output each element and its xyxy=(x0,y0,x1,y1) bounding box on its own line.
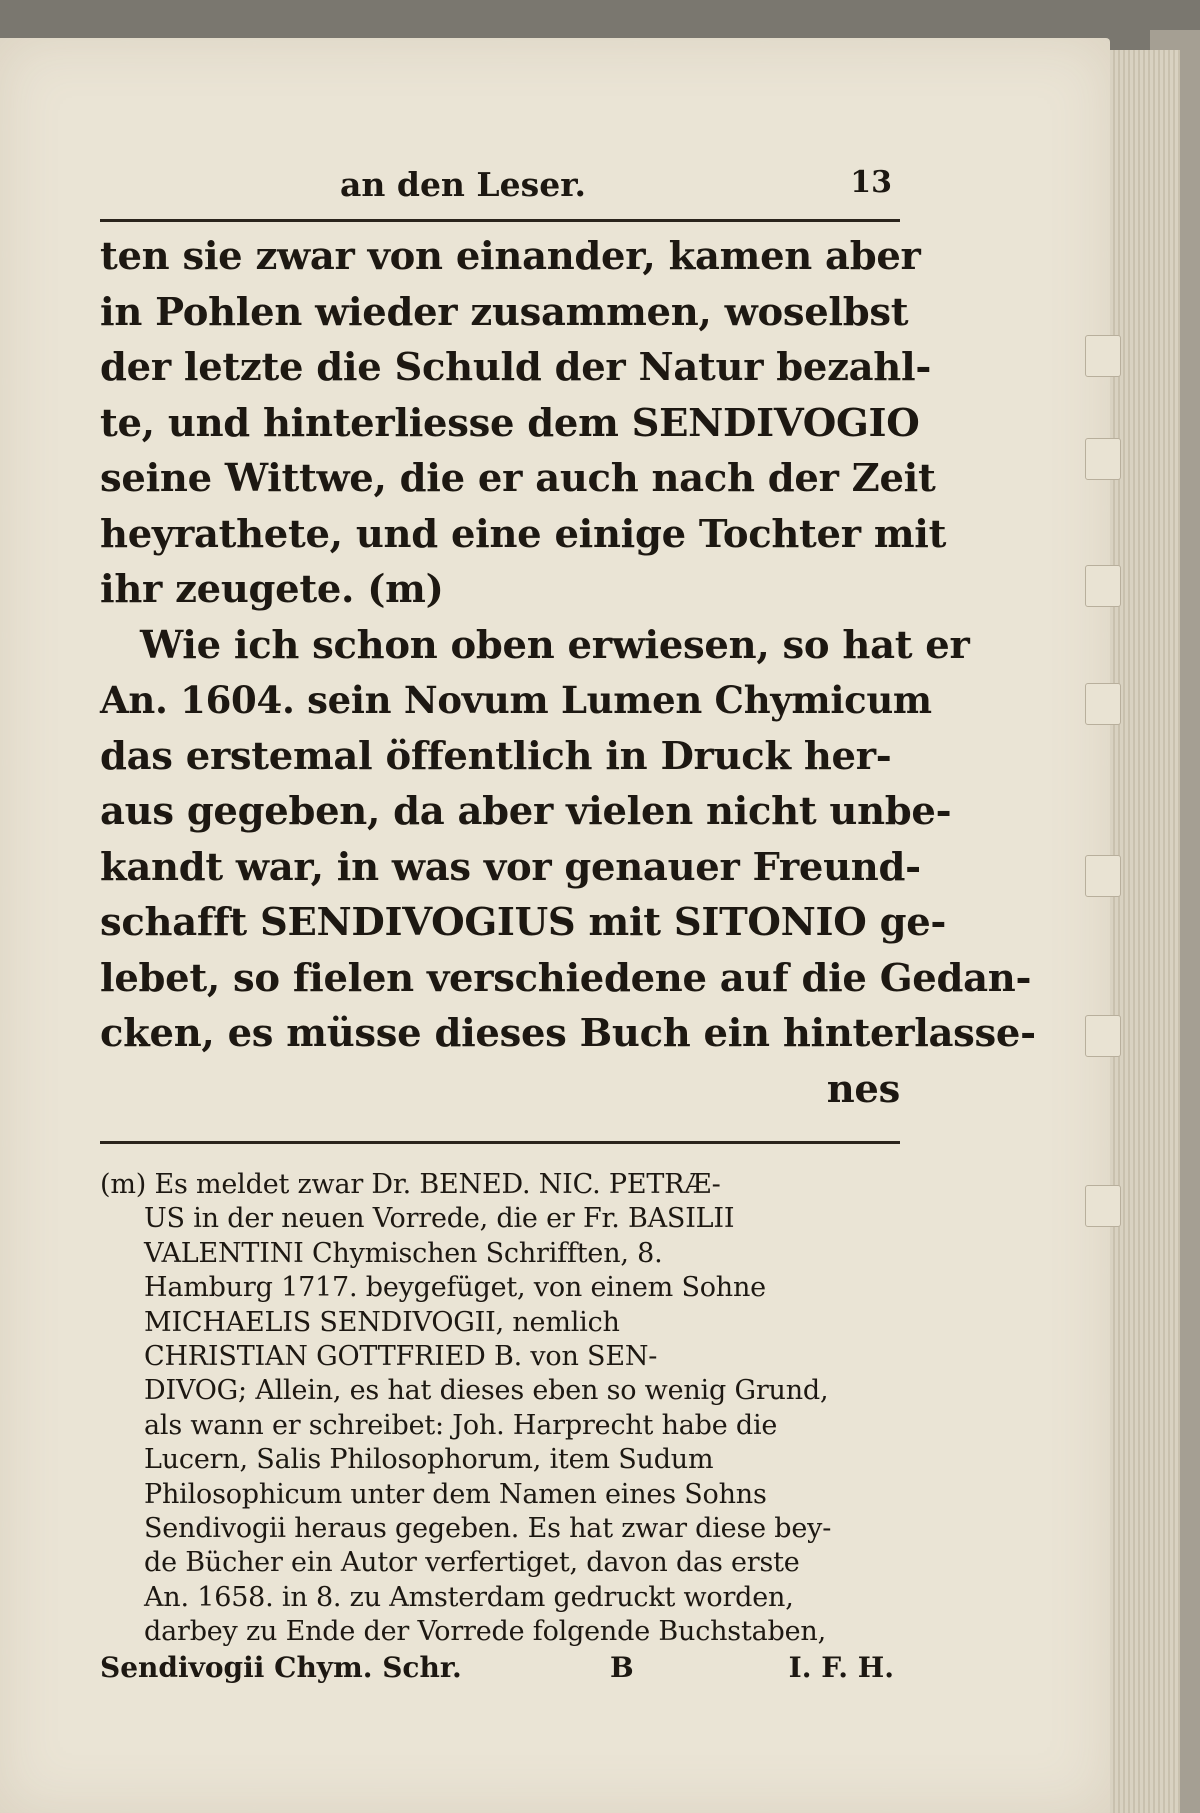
page-tab-marker xyxy=(1085,438,1121,480)
page-tab-marker xyxy=(1085,1015,1121,1057)
footnote-line: CHRISTIAN GOTTFRIED B. von SEN- xyxy=(144,1340,658,1372)
body-line: der letzte die Schuld der Natur bezahl- xyxy=(100,345,931,390)
body-line: An. 1604. sein Novum Lumen Chymicum xyxy=(100,678,932,722)
signature-line xyxy=(100,1651,900,1687)
body-line: te, und hinterliesse dem SENDIVOGIO xyxy=(100,400,920,446)
body-line: aus gegeben, da aber vielen nicht unbe- xyxy=(100,789,952,834)
page-tab-marker xyxy=(1085,1185,1121,1227)
footnote-line: Lucern, Salis Philosophorum, item Sudum xyxy=(144,1444,714,1476)
footnote-line: US in der neuen Vorrede, die er Fr. BASILII xyxy=(144,1203,735,1235)
page-tab-marker xyxy=(1085,335,1121,377)
running-head xyxy=(100,165,900,223)
running-head-title: an den Leser. xyxy=(340,165,587,204)
body-line: lebet, so fielen verschiedene auf die Gedan- xyxy=(100,955,1032,1001)
footnote-line: de Bücher ein Autor verfertiget, davon das erste xyxy=(144,1547,800,1579)
footnote-line: darbey zu Ende der Vorrede folgende Buchstaben, xyxy=(144,1616,826,1648)
author-initials: I. F. H. xyxy=(788,1651,894,1685)
footnote-line: VALENTINI Chymischen Schrifften, 8. xyxy=(144,1237,663,1269)
footnote-line: MICHAELIS SENDIVOGII, nemlich xyxy=(144,1306,620,1338)
footnote-line: Philosophicum unter dem Namen eines Sohns xyxy=(144,1478,767,1510)
signature-mark: B xyxy=(610,1651,634,1685)
page-tab-marker xyxy=(1085,855,1121,897)
page-tab-marker xyxy=(1085,683,1121,725)
footnote-line: Sendivogii heraus gegeben. Es hat zwar diese bey- xyxy=(144,1512,832,1544)
footnote-line: als wann er schreibet: Joh. Harprecht habe die xyxy=(144,1409,778,1441)
head-rule xyxy=(100,219,900,222)
body-line: seine Wittwe, die er auch nach der Zeit xyxy=(100,456,936,501)
body-line: das erstemal öffentlich in Druck her- xyxy=(100,733,892,779)
body-line: kandt war, in was vor genauer Freund- xyxy=(100,844,921,890)
footnote-rule xyxy=(100,1141,900,1144)
footnote-line: DIVOG; Allein, es hat dieses eben so wenig Grund, xyxy=(144,1375,829,1407)
body-line: Wie ich schon oben erwiesen, so hat er xyxy=(140,622,970,668)
page-number: 13 xyxy=(850,165,892,200)
footnote-line: Hamburg 1717. beygefüget, von einem Sohne xyxy=(144,1272,766,1304)
page-tab-marker xyxy=(1085,565,1121,607)
body-line: in Pohlen wieder zusammen, woselbst xyxy=(100,289,909,335)
body-line: cken, es müsse dieses Buch ein hinterlasse- xyxy=(100,1011,1036,1056)
body-line: ten sie zwar von einander, kamen aber xyxy=(100,234,921,279)
body-text xyxy=(100,229,1036,1117)
catchword-title: Sendivogii Chym. Schr. xyxy=(100,1651,462,1685)
catchword: nes xyxy=(826,1066,900,1112)
footnote-line: (m) Es meldet zwar Dr. BENED. NIC. PETRÆ- xyxy=(100,1169,721,1200)
body-line: schafft SENDIVOGIUS mit SITONIO ge- xyxy=(100,900,947,945)
body-line: heyrathete, und eine einige Tochter mit xyxy=(100,511,947,557)
body-line: ihr zeugete. (m) xyxy=(100,567,444,612)
footnotes xyxy=(100,1168,900,1649)
footnote-line: An. 1658. in 8. zu Amsterdam gedruckt worden, xyxy=(144,1581,794,1613)
text-block xyxy=(100,165,1036,1687)
